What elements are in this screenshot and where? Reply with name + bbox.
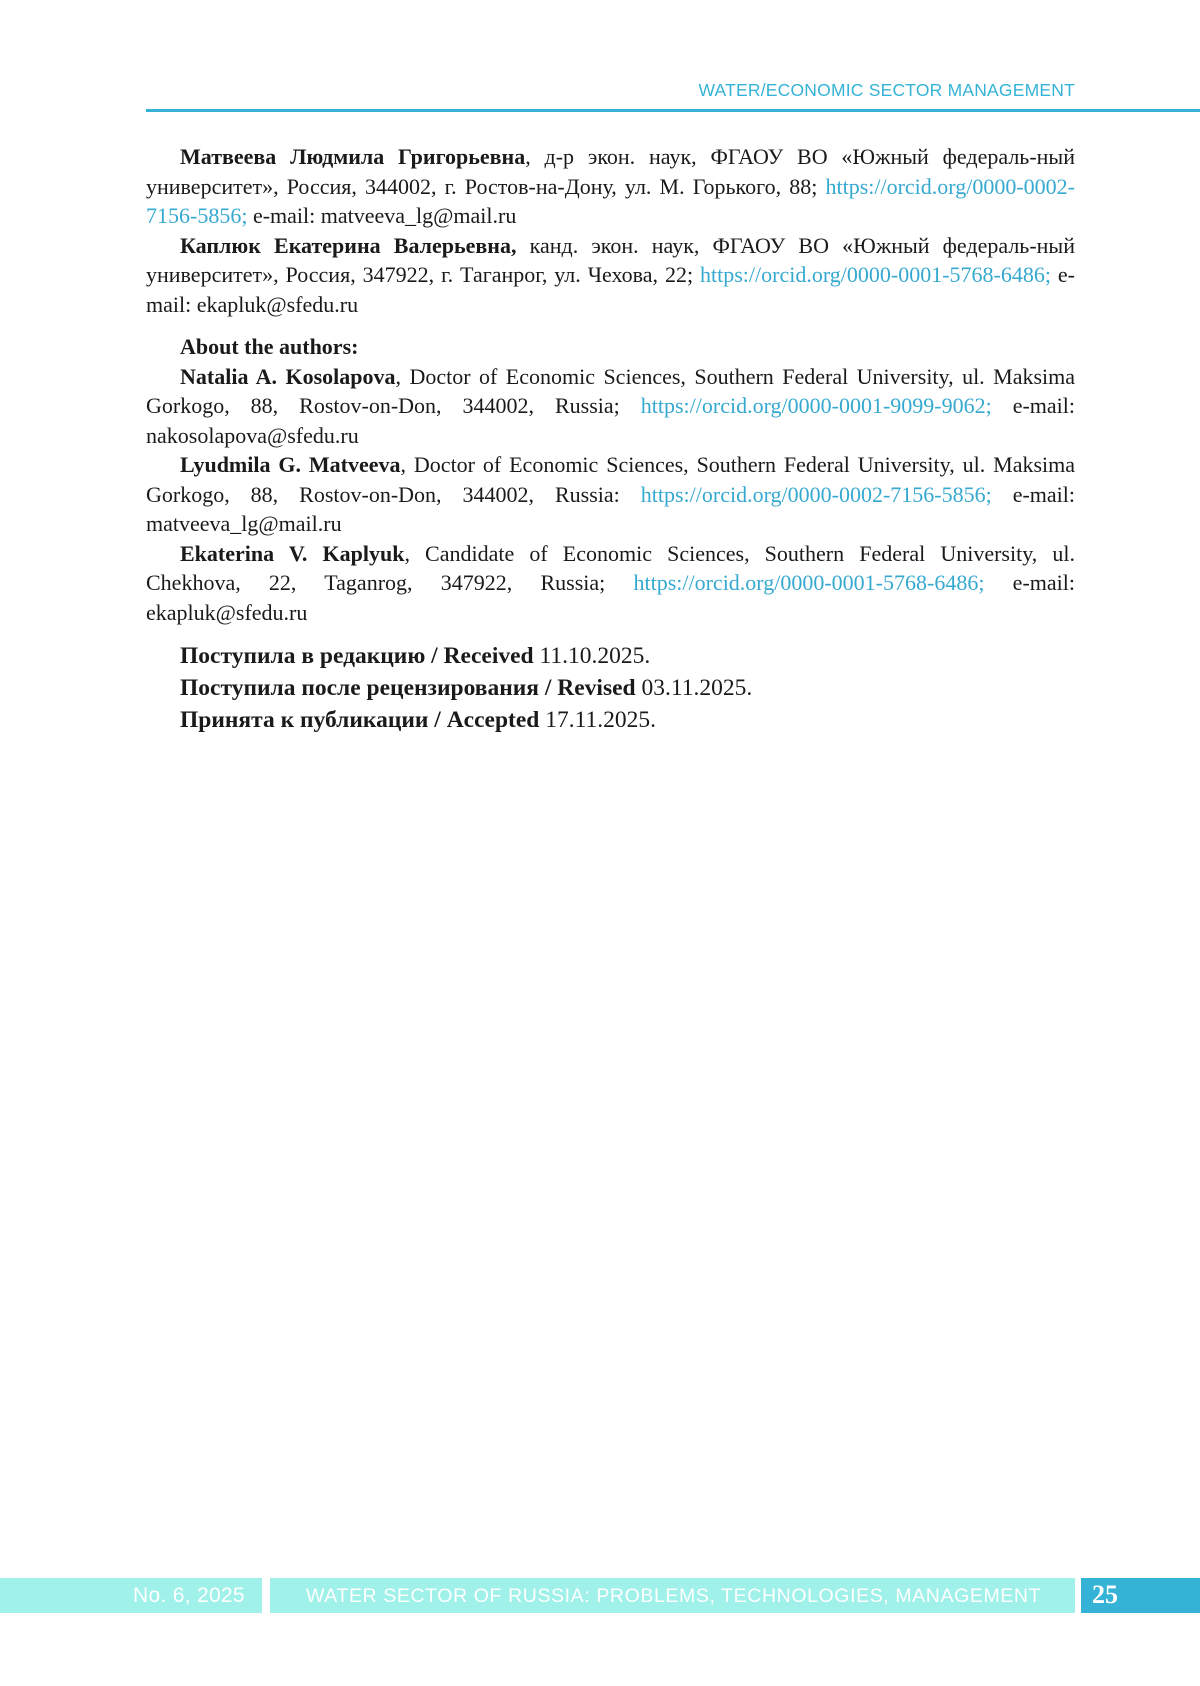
footer-journal-title: WATER SECTOR OF RUSSIA: PROBLEMS, TECHNOLOGIES, MANAGEMENT bbox=[306, 1585, 1042, 1607]
author-name: Natalia A. Kosolapova bbox=[180, 363, 396, 389]
orcid-link[interactable]: https://orcid.org/0000-0001-5768-6486; bbox=[700, 262, 1051, 287]
author-email: e-mail: ekapluk@sfedu.ru bbox=[146, 570, 1075, 625]
author-en-entry bbox=[146, 362, 1075, 451]
page-number: 25 bbox=[1092, 1580, 1118, 1609]
author-details: , д-р экон. наук, ФГАОУ ВО «Южный федераль-ный университет», Россия, 344002, г. Ростов-на-Дону, ул. М. Горького, 88; bbox=[146, 144, 1075, 199]
header-rule bbox=[146, 109, 1200, 112]
author-name: Lyudmila G. Matveeva bbox=[180, 452, 401, 477]
orcid-link[interactable]: https://orcid.org/0000-0002-7156-5856; bbox=[640, 481, 992, 507]
author-email: e-mail: ekapluk@sfedu.ru bbox=[146, 262, 1075, 317]
date-received bbox=[146, 640, 1075, 672]
date-label: Поступила после рецензирования / Revised bbox=[180, 675, 636, 701]
orcid-link[interactable]: https://orcid.org/0000-0002-7156-5856; bbox=[146, 173, 1075, 228]
author-ru-entry bbox=[146, 231, 1075, 320]
date-value: 11.10.2025. bbox=[533, 643, 651, 669]
date-label: Поступила в редакцию / Received bbox=[180, 643, 534, 669]
author-name: Ekaterina V. Kaplyuk bbox=[180, 540, 405, 566]
author-details: , Doctor of Economic Sciences, Southern Federal University, ul. Maksima Gorkogo, 88, Rostov-on-Don, 344002, Russia: bbox=[146, 452, 1076, 507]
article-endmatter bbox=[146, 142, 1075, 736]
author-name: Матвеева Людмила Григорьевна bbox=[180, 144, 526, 169]
author-details: , Doctor of Economic Sciences, Southern Federal University, ul. Maksima Gorkogo, 88, Rostov-on-Don, 344002, Russia; bbox=[146, 363, 1076, 418]
author-en-entry bbox=[146, 539, 1075, 628]
author-email: e-mail: matveeva_lg@mail.ru bbox=[146, 481, 1075, 536]
running-header: WATER/ECONOMIC SECTOR MANAGEMENT bbox=[698, 80, 1075, 100]
author-name: Каплюк Екатерина Валерьевна, bbox=[180, 232, 517, 258]
author-email: e-mail: nakosolapova@sfedu.ru bbox=[146, 393, 1075, 448]
footer-issue: No. 6, 2025 bbox=[133, 1584, 245, 1607]
date-revised bbox=[146, 672, 1075, 704]
about-authors-heading bbox=[146, 332, 1075, 362]
author-ru-entry bbox=[146, 142, 1075, 231]
date-value: 03.11.2025. bbox=[635, 675, 753, 701]
date-label: Принята к публикации / Accepted bbox=[180, 707, 540, 733]
author-en-entry bbox=[146, 450, 1075, 539]
orcid-link[interactable]: https://orcid.org/0000-0001-9099-9062; bbox=[640, 393, 992, 418]
publication-dates bbox=[146, 640, 1075, 736]
author-email: e-mail: matveeva_lg@mail.ru bbox=[247, 203, 517, 228]
date-accepted bbox=[146, 704, 1075, 736]
date-value: 17.11.2025. bbox=[539, 707, 657, 733]
author-details: , Candidate of Economic Sciences, Southern Federal University, ul. Chekhova, 22, Taganrog, 347922, Russia; bbox=[146, 540, 1075, 595]
author-details: канд. экон. наук, ФГАОУ ВО «Южный федераль-ный университет», Россия, 347922, г. Таганрог, ул. Чехова, 22; bbox=[146, 232, 1075, 287]
about-heading-text: About the authors: bbox=[180, 334, 359, 359]
orcid-link[interactable]: https://orcid.org/0000-0001-5768-6486; bbox=[633, 570, 985, 595]
